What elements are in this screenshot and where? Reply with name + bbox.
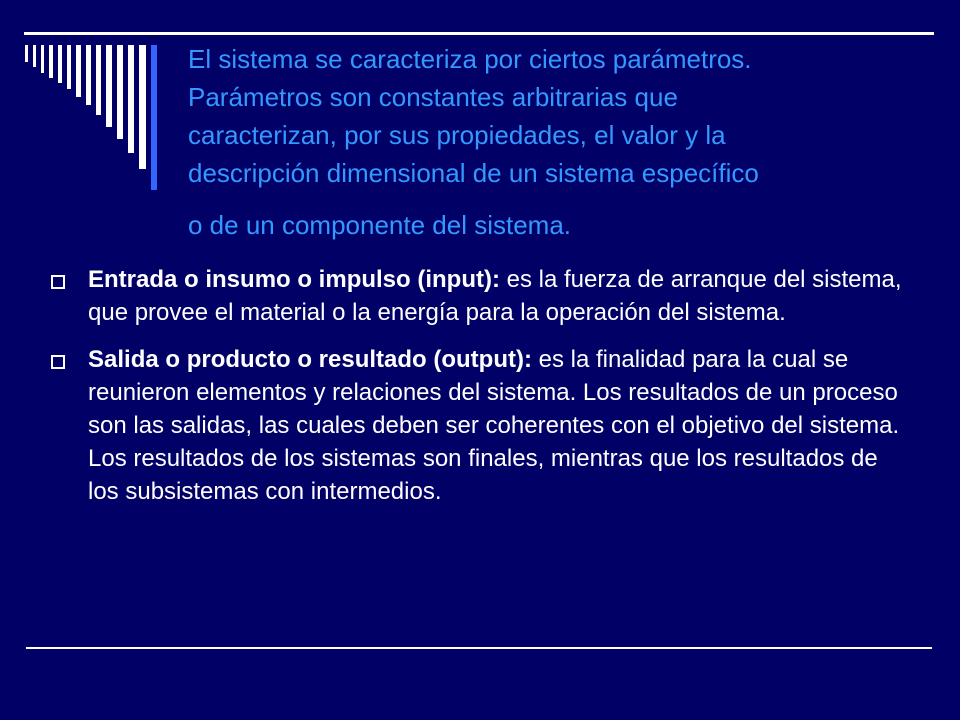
slide-title bbox=[188, 40, 928, 244]
decorative-bar bbox=[33, 45, 36, 67]
square-bullet-icon bbox=[51, 275, 65, 289]
decorative-bar bbox=[25, 45, 28, 62]
bullet-term: Salida o producto o resultado (output): bbox=[88, 346, 532, 373]
decorative-bar-accent bbox=[151, 45, 157, 190]
square-bullet-icon bbox=[51, 355, 65, 369]
top-rule bbox=[24, 32, 934, 35]
decorative-bar bbox=[58, 45, 62, 83]
decorative-bar bbox=[117, 45, 123, 139]
title-line: Parámetros son constantes arbitrarias que bbox=[188, 82, 678, 112]
decorative-bar bbox=[128, 45, 134, 153]
title-line: El sistema se caracteriza por ciertos parámetros. bbox=[188, 44, 752, 74]
bullet-text: es la fuerza de arranque del sistema, que provee el material o la energía para la operación del sistema. bbox=[88, 266, 902, 326]
bullet-list bbox=[48, 263, 904, 522]
bottom-rule bbox=[26, 647, 932, 649]
title-line: descripción dimensional de un sistema específico bbox=[188, 158, 759, 188]
title-line: o de un componente del sistema. bbox=[188, 210, 572, 240]
decorative-bar bbox=[67, 45, 71, 89]
decorative-bar bbox=[76, 45, 81, 97]
decorative-bar bbox=[96, 45, 101, 115]
decorative-bar bbox=[49, 45, 53, 78]
bullet-item-output bbox=[48, 343, 904, 508]
decorative-bar bbox=[139, 45, 146, 169]
bullet-term: Entrada o insumo o impulso (input): bbox=[88, 266, 500, 293]
title-line: caracterizan, por sus propiedades, el valor y la bbox=[188, 120, 726, 150]
decorative-bar bbox=[106, 45, 112, 127]
bullet-item-input bbox=[48, 263, 904, 329]
bullet-text: es la finalidad para la cual se reunieron elementos y relaciones del sistema. Los resultados de un proceso son las salidas, las cuales deben ser coherentes con el objetivo del sistema. Los resultados de los sistemas son finales, mientras que los resultados de los subsistemas con intermedios. bbox=[88, 346, 900, 505]
decorative-bar bbox=[86, 45, 91, 105]
decorative-bar bbox=[41, 45, 44, 73]
